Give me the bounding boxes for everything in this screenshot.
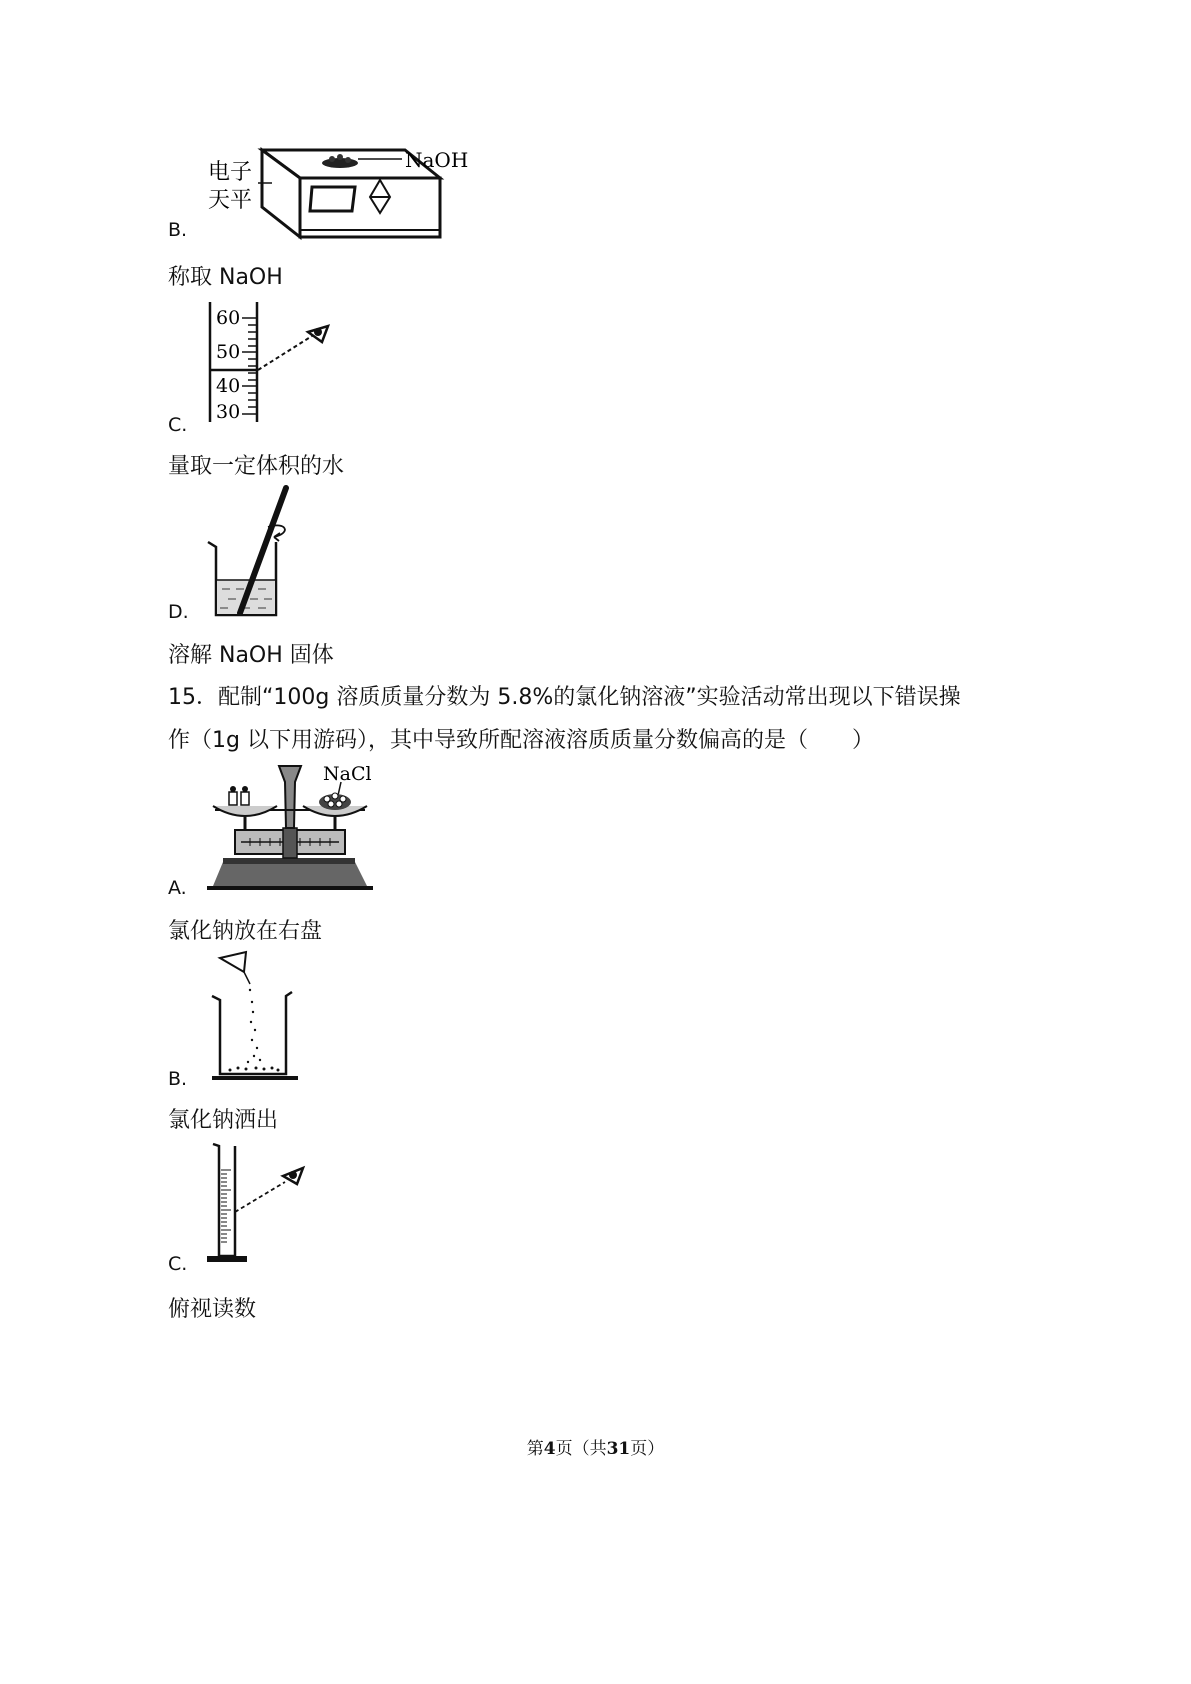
prev-option-b-caption: 称取 NaOH	[168, 265, 283, 290]
prev-option-b-letter: B.	[168, 219, 188, 241]
q15-option-a-letter: A.	[168, 877, 187, 899]
beaker-spill-figure	[208, 950, 303, 1085]
q15-option-a-caption: 氯化钠放在右盘	[168, 919, 323, 944]
question-15-line2: 作（1g 以下用游码），其中导致所配溶液溶质质量分数偏高的是（ ）	[168, 728, 874, 753]
footer-prefix: 第	[526, 1439, 544, 1459]
eye-icon	[283, 1168, 303, 1184]
footer-suffix: 页）	[630, 1439, 665, 1459]
beaker-stirring-figure	[200, 485, 310, 620]
label-balance: 天平	[208, 188, 253, 213]
label-electronic: 电子	[208, 160, 253, 185]
eye-icon	[308, 326, 328, 342]
tick-30: 30	[216, 401, 241, 423]
q15-option-b-letter: B.	[168, 1068, 188, 1090]
q15-option-c-letter: C.	[168, 1253, 188, 1275]
q15-option-c-caption: 俯视读数	[168, 1297, 257, 1322]
pan-balance-figure	[205, 762, 375, 895]
prev-option-d-letter: D.	[168, 601, 189, 623]
page-footer	[0, 1434, 1191, 1459]
footer-total-pages: 31	[606, 1439, 631, 1459]
prev-option-d-caption: 溶解 NaOH 固体	[168, 643, 334, 668]
tick-40: 40	[216, 375, 241, 397]
label-naoh: NaOH	[405, 148, 469, 172]
cylinder-topview-figure	[205, 1140, 315, 1270]
cylinder-reading-figure	[200, 300, 340, 425]
q15-option-b-caption: 氯化钠洒出	[168, 1108, 279, 1133]
prev-option-c-letter: C.	[168, 414, 188, 436]
electronic-balance-figure	[200, 145, 480, 250]
tick-60: 60	[216, 307, 241, 329]
footer-page-number: 4	[543, 1439, 556, 1459]
footer-mid: 页（共	[555, 1439, 607, 1459]
question-15-line1: 15．配制“100g 溶质质量分数为 5.8%的氯化钠溶液”实验活动常出现以下错误操	[168, 685, 961, 710]
label-nacl: NaCl	[323, 763, 372, 785]
prev-option-c-caption: 量取一定体积的水	[168, 454, 345, 479]
tick-50: 50	[216, 341, 241, 363]
